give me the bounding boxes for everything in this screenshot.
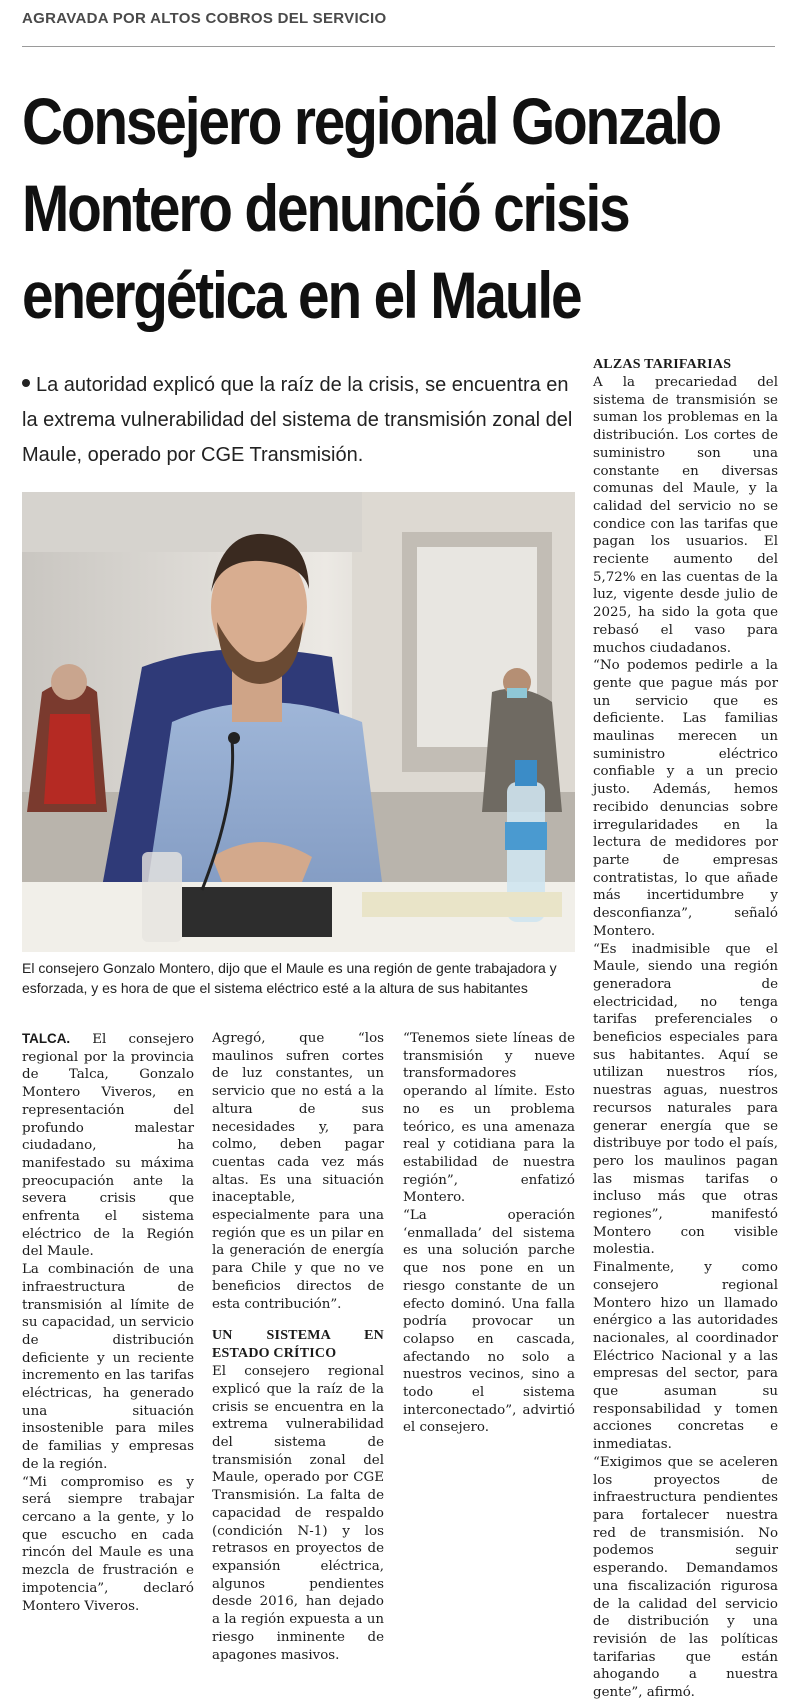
paragraph-4: Agregó, que “los maulinos sufren cortes de luz constantes, un servicio que no está a la altura de sus necesidades y, para colmo, deben pagar cuentas cada vez más altas. Es una situación inaceptable, especialmente para una región que es un pilar en la generación de energía para Chile y que no ve beneficios directos de esta contribución”.: [212, 1031, 384, 1312]
photo-illustration: [22, 492, 575, 952]
body-column-2: [212, 1030, 384, 1664]
body-column-4: [593, 356, 778, 1702]
kicker-rule: [22, 46, 775, 47]
bullet-icon: [22, 379, 30, 387]
paragraph-2: La combinación de una infraestructura de transmisión al límite de su capacidad, un servicio de distribución deficiente y un reciente incremento en las tarifas eléctricas, ha generado una situación insostenible para miles de familias y empresas de la región.: [22, 1262, 194, 1472]
paragraph-5: El consejero regional explicó que la raíz de la crisis se encuentra en la extrema vulnerabilidad del sistema de transmisión zonal del Maule, operado por CGE Transmisión. La falta de capacidad de respaldo (condición N-1) y los retrasos en proyectos de expansión eléctrica, algunos pendientes desde 2016, han dejado a la región expuesta a un riesgo inminente de apagones masivos.: [212, 1364, 384, 1663]
paragraph-11: Finalmente, y como consejero regional Montero hizo un llamado enérgico a las autoridades nacionales, al coordinador Eléctrico Nacional y a las empresas del sector, para que asuman su responsabilidad y tomen acciones concretas e inmediatas.: [593, 1260, 778, 1453]
paragraph-6: “Tenemos siete líneas de transmisión y nueve transformadores operando al límite. Esto no es un problema teórico, es una amenaza real y cotidiana para la estabilidad de nuestra región”, enfatizó Montero.: [403, 1031, 575, 1206]
paragraph-9: “No podemos pedirle a la gente que pague más por un servicio que es deficiente. Las familias maulinas merecen un suministro eléctrico confiable y a un precio justo. Además, hemos recibido denuncias sobre irregularidades en la lectura de medidores por parte de empresas contratistas, lo que añade más incertidumbre y desconfianza”, señaló Montero.: [593, 658, 778, 939]
paragraph-10: “Es inadmisible que el Maule, siendo una región generadora de electricidad, no tenga tarifas preferenciales o beneficios especiales para sus habitantes. Aquí se utilizan nuestros ríos, nuestras aguas, nuestros recursos naturales para generar energía que se distribuye por todo el país, pero los maulinos pagan las mismas tarifas o incluso más que otras regiones”, manifestó Montero con visible molestia.: [593, 941, 778, 1258]
headline: [22, 78, 720, 339]
headline-line-3: energética en el Maule: [22, 258, 581, 332]
paragraph-12: “Exigimos que se aceleren los proyectos de infraestructura pendientes para fortalecer nuestra red de transmisión. No podemos seguir esperando. Demandamos una fiscalización rigurosa de la calidad del servicio de distribución y una revisión de las políticas tarifarias que están ahogando a nuestra gente”, afirmó.: [593, 1454, 778, 1701]
paragraph-3: “Mi compromiso es y será siempre trabajar cercano a la gente, y lo que escucho en cada rincón del Maule es una mezcla de frustración e impotencia”, declaró Montero Viveros.: [22, 1474, 194, 1614]
paragraph-7: “La operación ‘enmallada’ del sistema es una solución parche que nos pone en un riesgo constante de un efecto dominó. Una falla podría provocar un colapso en cascada, afectando no solo a nuestros vecinos, sino a todo el sistema interconectado”, advirtió el consejero.: [403, 1208, 575, 1436]
subhead-alzas: ALZAS TARIFARIAS: [593, 357, 732, 372]
photo-caption: El consejero Gonzalo Montero, dijo que el Maule es una región de gente trabajadora y esforzada, y es hora de que el sistema eléctrico esté a la altura de sus habitantes: [22, 960, 557, 996]
kicker: AGRAVADA POR ALTOS COBROS DEL SERVICIO: [22, 10, 387, 27]
subhead-sistema: UN SISTEMA EN ESTADO CRÍTICO: [212, 1328, 384, 1362]
headline-line-1: Consejero regional Gonzalo: [22, 84, 720, 158]
paragraph-1: TALCA. El consejero regional por la provincia de Talca, Gonzalo Montero Viveros, en representación del profundo malestar ciudadano, ha manifestado su máxima preocupación ante la severa crisis que enfrenta el sistema eléctrico de la Región del Maule.: [22, 1031, 194, 1260]
paragraph-8: A la precariedad del sistema de transmisión se suman los problemas en la distribución. Los cortes de suministro son una constante en diversas comunas del Maule, y la calidad del servicio no se condice con las tarifas que pagan los usuarios. El reciente aumento del 5,72% en las cuentas de la luz, vigente desde julio de 2025, ha sido la gota que rebasó el vaso para muchos ciudadanos.: [593, 375, 778, 656]
body-column-1: [22, 1030, 194, 1615]
lead-text: La autoridad explicó que la raíz de la crisis, se encuentra en la extrema vulnerabilidad del sistema de transmisión zonal del Maule, operado por CGE Transmisión.: [22, 374, 573, 466]
headline-line-2: Montero denunció crisis: [22, 171, 629, 245]
lead-summary: [22, 368, 582, 473]
article-photo: [22, 492, 575, 952]
dateline: TALCA.: [22, 1031, 71, 1046]
body-column-3: [403, 1030, 575, 1437]
